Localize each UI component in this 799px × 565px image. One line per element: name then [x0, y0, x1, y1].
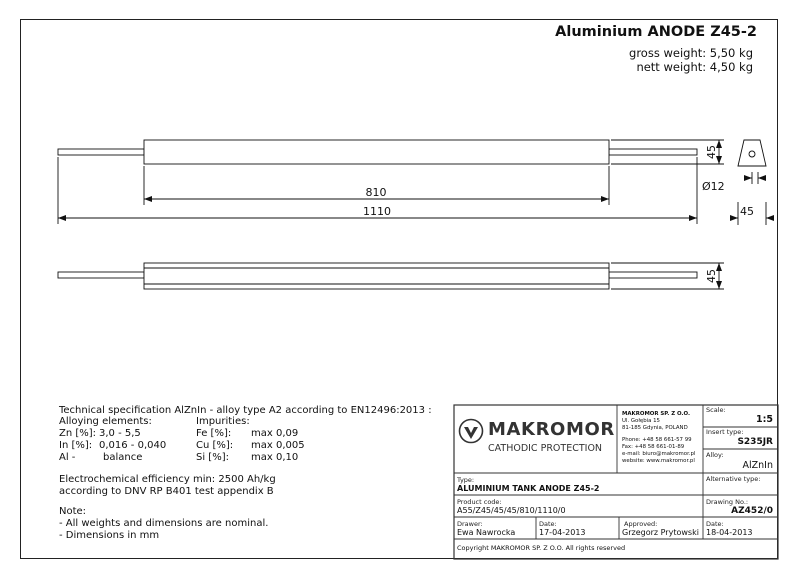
company-address1: Ul. Gołębia 15 — [622, 418, 660, 424]
copyright: Copyright MAKROMOR SP. Z O.O. All rights reserved — [457, 544, 626, 552]
efficiency-line2: according to DNV RP B401 test appendix B — [59, 486, 274, 497]
scale-value: 1:5 — [755, 414, 773, 425]
alloy-in-value: 0,016 - 0,040 — [99, 440, 167, 451]
drawing-no-value: AZ452/0 — [731, 506, 773, 516]
impurity-fe-element: Fe [%]: — [196, 428, 232, 439]
company-address2: 81-185 Gdynia, POLAND — [622, 425, 688, 431]
company-fax: Fax: +48 58 661-01-89 — [622, 444, 685, 450]
dim-total-length-label: 1110 — [363, 205, 391, 218]
alloy-al-element: Al - — [59, 452, 76, 463]
impurity-si-element: Si [%]: — [196, 452, 229, 463]
spec-title: Technical specification AlZnIn - alloy type A2 according to EN12496:2013 : — [59, 405, 432, 416]
company-name: MAKROMOR SP. Z O.O. — [622, 411, 690, 417]
alloy-zn-element: Zn [%]: — [59, 428, 97, 439]
insert-type-value: S235JR — [737, 437, 773, 447]
makromor-logo-icon — [458, 418, 484, 444]
approved-value: Grzegorz Prytowski — [622, 528, 699, 537]
alloy-in-element: In [%]: — [59, 440, 93, 451]
company-phone: Phone: +48 58 661-57 99 — [622, 437, 692, 443]
type-value: ALUMINIUM TANK ANODE Z45-2 — [457, 484, 600, 493]
efficiency-line1: Electrochemical efficiency min: 2500 Ah/kg — [59, 474, 276, 485]
scale-label: Scale: — [706, 406, 726, 414]
approved-label: Approved: — [624, 520, 658, 528]
note-title: Note: — [59, 506, 87, 517]
impurity-si-value: max 0,10 — [251, 452, 299, 463]
dim-height-top-label: 45 — [705, 145, 718, 159]
alloy-zn-value: 3,0 - 5,5 — [99, 428, 141, 439]
gross-weight: gross weight: 5,50 kg — [629, 46, 753, 60]
date-approved-value: 18-04-2013 — [706, 528, 753, 537]
drawer-value: Ewa Nawrocka — [457, 528, 516, 537]
impurities-header: Impurities: — [196, 416, 250, 427]
alloying-header: Alloying elements: — [59, 416, 152, 427]
dim-height-bottom-label: 45 — [705, 269, 718, 283]
drawing-title: Aluminium ANODE Z45-2 — [555, 24, 757, 40]
alternative-type-label: Alternative type: — [706, 475, 761, 483]
product-code-value: A55/Z45/45/45/810/1110/0 — [457, 506, 566, 515]
date-drawn-value: 17-04-2013 — [539, 528, 586, 537]
alloy-label: Alloy: — [706, 451, 724, 459]
type-label: Type: — [457, 476, 475, 484]
note-2: - Dimensions in mm — [59, 530, 160, 541]
impurity-cu-element: Cu [%]: — [196, 440, 234, 451]
dim-section-width-label: 45 — [740, 205, 754, 218]
company-email: e-mail: biuro@makromor.pl — [622, 451, 696, 457]
date-approved-label: Date: — [706, 520, 724, 528]
company-website: website: www.makromor.pl — [622, 458, 695, 464]
date-drawn-label: Date: — [539, 520, 557, 528]
drawer-label: Drawer: — [457, 520, 483, 528]
note-1: - All weights and dimensions are nominal. — [59, 518, 269, 529]
dim-insert-diameter-label: Ø12 — [702, 180, 725, 193]
nett-weight: nett weight: 4,50 kg — [636, 60, 753, 74]
alloy-value: AlZnIn — [742, 460, 773, 471]
impurity-cu-value: max 0,005 — [251, 440, 305, 451]
alloy-al-value: balance — [103, 452, 143, 463]
insert-type-label: Insert type: — [706, 428, 744, 436]
product-code-label: Product code: — [457, 498, 502, 506]
impurity-fe-value: max 0,09 — [251, 428, 299, 439]
brand-name: MAKROMOR — [488, 419, 615, 440]
dim-body-length-label: 810 — [365, 186, 387, 199]
brand-subtitle: CATHODIC PROTECTION — [488, 443, 603, 454]
drawing-no-label: Drawing No.: — [706, 498, 749, 506]
